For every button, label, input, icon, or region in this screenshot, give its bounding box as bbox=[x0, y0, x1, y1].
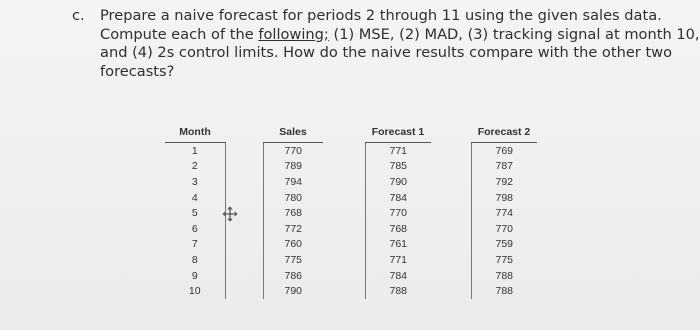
table-row bbox=[165, 174, 537, 190]
header-forecast2: Forecast 2 bbox=[471, 122, 537, 143]
table-row bbox=[165, 221, 537, 237]
question-line-4: forecasts? bbox=[100, 62, 175, 80]
cell-forecast1: 790 bbox=[389, 175, 408, 188]
cell-forecast2: 788 bbox=[495, 285, 514, 298]
question-line-2-underlined: following; bbox=[258, 25, 329, 43]
table-row bbox=[165, 143, 537, 159]
cell-sales: 790 bbox=[284, 285, 303, 298]
cell-sales: 775 bbox=[284, 253, 303, 266]
cell-forecast2: 788 bbox=[495, 269, 514, 282]
cell-forecast2: 769 bbox=[495, 144, 514, 157]
question-line-1: Prepare a naive forecast for periods 2 through 11 using the given sales data. bbox=[100, 7, 662, 24]
cell-sales: 768 bbox=[284, 207, 303, 220]
cell-month: 1 bbox=[165, 143, 225, 159]
table-row bbox=[165, 268, 537, 284]
header-sales: Sales bbox=[263, 122, 323, 143]
table-row bbox=[165, 283, 537, 299]
table-header-row bbox=[165, 122, 537, 143]
cell-forecast2: 770 bbox=[495, 222, 514, 235]
table-row bbox=[165, 205, 537, 221]
table-row bbox=[165, 190, 537, 206]
table-row bbox=[165, 237, 537, 253]
cell-forecast2: 775 bbox=[495, 253, 514, 266]
cell-forecast1: 761 bbox=[389, 238, 408, 251]
cell-sales: 789 bbox=[284, 160, 303, 173]
question-line-3: and (4) 2s control limits. How do the naive results compare with the other two bbox=[100, 44, 673, 61]
sales-forecast-table bbox=[165, 122, 537, 299]
header-forecast1: Forecast 1 bbox=[365, 122, 431, 143]
cell-month: 2 bbox=[165, 159, 225, 175]
cell-forecast1: 785 bbox=[389, 160, 408, 173]
cell-forecast1: 784 bbox=[389, 191, 408, 204]
cell-sales: 772 bbox=[284, 222, 303, 235]
cell-forecast1: 768 bbox=[389, 222, 408, 235]
cell-forecast2: 759 bbox=[495, 238, 514, 251]
cell-month: 6 bbox=[165, 221, 225, 237]
cell-forecast1: 771 bbox=[389, 144, 408, 157]
header-month: Month bbox=[165, 122, 225, 143]
question-line-2-rest: (1) MSE, (2) MAD, (3) tracking signal at month 10, bbox=[328, 25, 700, 43]
cell-sales: 770 bbox=[284, 144, 303, 157]
cell-month: 4 bbox=[165, 190, 225, 206]
move-cursor-icon bbox=[222, 206, 238, 225]
cell-forecast1: 788 bbox=[389, 285, 408, 298]
cell-month: 9 bbox=[165, 268, 225, 284]
cell-forecast2: 798 bbox=[495, 191, 514, 204]
cell-forecast2: 787 bbox=[495, 160, 514, 173]
cell-month: 3 bbox=[165, 174, 225, 190]
cell-month: 5 bbox=[165, 205, 225, 221]
question-line-2 bbox=[100, 26, 700, 45]
cell-sales: 780 bbox=[284, 191, 303, 204]
cell-month: 7 bbox=[165, 237, 225, 253]
cell-month: 8 bbox=[165, 252, 225, 268]
cell-sales: 786 bbox=[284, 269, 303, 282]
cell-forecast2: 792 bbox=[495, 175, 514, 188]
cell-forecast1: 770 bbox=[389, 207, 408, 220]
question-letter: c. bbox=[72, 7, 85, 24]
cell-forecast1: 784 bbox=[389, 269, 408, 282]
table-row bbox=[165, 252, 537, 268]
table-row bbox=[165, 159, 537, 175]
cell-sales: 794 bbox=[284, 175, 303, 188]
cell-month: 10 bbox=[165, 283, 225, 299]
cell-forecast1: 771 bbox=[389, 253, 408, 266]
question-line-2-start: Compute each of the bbox=[100, 25, 259, 43]
cell-forecast2: 774 bbox=[495, 207, 514, 220]
cell-sales: 760 bbox=[284, 238, 303, 251]
